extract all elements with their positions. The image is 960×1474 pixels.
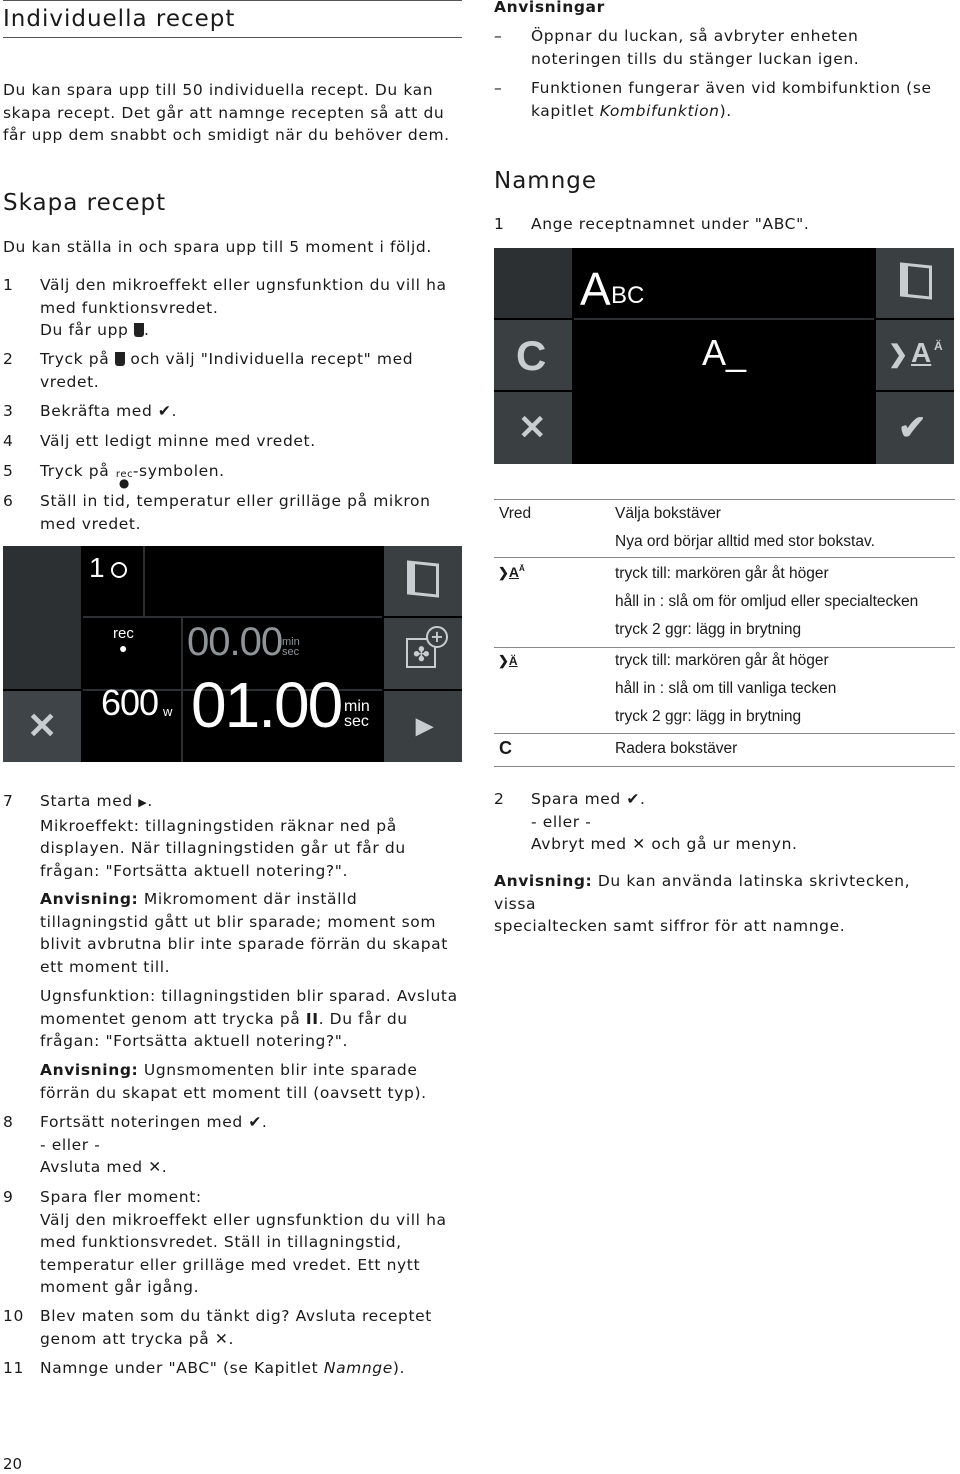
top-rule <box>3 0 462 1</box>
namnge-note: Anvisning: Du kan använda latinska skrivtecken, vissa specialtecken samt siffror för att namnge. <box>494 872 911 935</box>
recorded-time: 00.00 <box>187 620 283 664</box>
cooking-time: 01.00 <box>191 669 342 741</box>
check-icon: ✔ <box>898 409 927 447</box>
table-key-next-normal: ❯Ä <box>498 653 518 668</box>
table-value: håll in : slå om för omljud eller specialtecken <box>615 593 919 610</box>
table-value: Välja bokstäver <box>615 505 721 522</box>
note-2: – Funktionen fungerar även vid kombifunktion (se kapitlet Kombifunktion). <box>494 79 932 120</box>
step-3: 3 Bekräfta med ✔. <box>3 402 178 420</box>
cooking-time-unit: min sec <box>344 698 370 730</box>
recorded-time-unit: min sec <box>282 636 300 658</box>
chevron-right-icon: ❯ <box>888 341 909 368</box>
door-icon <box>900 262 932 299</box>
cross-icon: ✕ <box>632 835 646 853</box>
display-door-button[interactable] <box>384 546 462 616</box>
chevron-right-icon: ❯ <box>498 653 509 668</box>
note-micro: Anvisning: Mikromoment där inställd tillagningstid gått ut blir sparade; moment som blivit avbrutna blir inte sparade förrän du skapat ett moment till. <box>40 890 448 976</box>
step-9: 9 Spara fler moment: Välj den mikroeffekt eller ugnsfunktion du vill ha med funktionsvredet. Ställ in tillagningstid, temperatur eller grilläge med vredet. Ett nytt moment går igång. <box>3 1188 447 1296</box>
section-title-skapa: Skapa recept <box>3 190 167 216</box>
cross-icon: ✕ <box>214 1329 229 1348</box>
table-value: tryck 2 ggr: lägg in brytning <box>615 708 802 725</box>
page-number: 20 <box>3 1455 23 1473</box>
cross-icon: ✕ <box>148 1158 162 1176</box>
step-7: 7 Starta med ▶. Mikroeffekt: tillagningstiden räknar ned på displayen. När tillagningstiden går ut får du frågan: "Fortsätta aktuell notering?". <box>3 792 406 880</box>
cross-icon: ✕ <box>518 409 547 447</box>
step-4: 4 Välj ett ledigt minne med vredet. <box>3 432 316 450</box>
recipe-icon <box>134 323 144 337</box>
name-cancel-button[interactable] <box>494 392 572 464</box>
chevron-right-icon: ❯ <box>498 565 509 581</box>
step-1: 1 Välj den mikroeffekt eller ugnsfunktion du vill ha med funktionsvredet. Du får upp . <box>3 276 447 339</box>
notes-title: Anvisningar <box>494 0 605 16</box>
recipe-display <box>3 546 462 762</box>
check-icon: ✔ <box>248 1113 262 1131</box>
intro-text: Du kan spara upp till 50 individuella recept. Du kan skapa recept. Det går att namnge recepten så att du får upp dem snabbt och smidigt när du behöver dem. <box>3 81 450 144</box>
table-key-vred: Vred <box>499 505 532 522</box>
table-value: tryck till: markören går åt höger <box>615 652 829 669</box>
door-icon <box>407 560 439 597</box>
display-left-top <box>3 546 81 689</box>
confirm-button[interactable] <box>876 392 954 464</box>
namnge-step-2: 2 Spara med ✔. - eller - Avbryt med ✕ och gå ur menyn. <box>494 790 798 853</box>
moment-number: 1 <box>89 552 105 583</box>
note-1: – Öppnar du luckan, så avbryter enheten noteringen tills du stänger luckan igen. <box>494 27 860 68</box>
step-11: 11 Namnge under "ABC" (se Kapitlet Namnge). <box>3 1359 406 1377</box>
table-value: tryck 2 ggr: lägg in brytning <box>615 621 802 638</box>
abc-tab-big: A <box>580 263 611 315</box>
page-title: Individuella recept <box>3 6 236 32</box>
play-icon: ▶ <box>416 713 433 738</box>
rec-label: rec <box>113 625 134 642</box>
note-oven: Anvisning: Ugnsmomenten blir inte sparade förrän du skapat ett moment till (oavsett typ). <box>40 1061 427 1102</box>
check-icon: ✔ <box>157 402 172 420</box>
display-start-button[interactable] <box>384 691 462 762</box>
table-value: tryck till: markören går åt höger <box>615 565 829 582</box>
check-icon: ✔ <box>626 790 640 808</box>
table-key-clear: C <box>499 738 512 758</box>
name-display <box>494 248 954 464</box>
namnge-step-1: 1 Ange receptnamnet under "ABC". <box>494 215 810 233</box>
recipe-icon <box>115 352 125 366</box>
step-5: 5 Tryck på rec ● -symbolen. <box>3 462 225 490</box>
step-2: 2 Tryck på och välj "Individuella recept" med vredet. <box>3 350 414 391</box>
step-6: 6 Ställ in tid, temperatur eller grilläge på mikron med vredet. <box>3 492 431 533</box>
power-value: 600 <box>101 682 159 723</box>
umlaut-a-icon: Ä <box>934 339 943 353</box>
step-8: 8 Fortsätt noteringen med ✔. - eller - Avsluta med ✕. <box>3 1113 268 1176</box>
display-cancel-button[interactable] <box>3 691 81 762</box>
name-input-field[interactable]: A_ <box>702 332 747 373</box>
clock-icon <box>111 562 127 578</box>
section-intro: Du kan ställa in och spara upp till 5 moment i följd. <box>3 238 432 256</box>
power-unit: w <box>163 704 173 719</box>
oven-function-text: Ugnsfunktion: tillagningstiden blir sparad. Avsluta momentet genom att trycka på II. Du får du frågan: "Fortsätta aktuell notering?". <box>40 987 458 1050</box>
abc-tab-small: BC <box>611 282 645 309</box>
display-fan-button[interactable]: ✤ + <box>384 618 462 689</box>
clear-icon: C <box>516 332 547 379</box>
clear-button[interactable] <box>494 320 572 390</box>
pause-icon: II <box>305 1009 319 1028</box>
play-icon: ▶ <box>138 796 148 809</box>
letter-a-icon: A <box>911 337 932 368</box>
name-door-button[interactable] <box>876 248 954 318</box>
rec-dot-icon: ● <box>119 640 128 656</box>
section-title-namnge: Namnge <box>494 168 598 194</box>
table-value: håll in : slå om till vanliga tecken <box>615 680 837 697</box>
table-value: Nya ord börjar alltid med stor bokstav. <box>615 533 875 550</box>
name-display-left-top <box>494 248 572 318</box>
cursor-right-button[interactable] <box>876 320 954 390</box>
table-value: Radera bokstäver <box>615 740 738 757</box>
cross-icon: ✕ <box>27 705 58 746</box>
title-rule <box>3 37 462 38</box>
step-10: 10 Blev maten som du tänkt dig? Avsluta receptet genom att trycka på ✕. <box>3 1307 432 1348</box>
table-key-next-umlaut: $❯A^Ä$ <box>498 564 525 581</box>
